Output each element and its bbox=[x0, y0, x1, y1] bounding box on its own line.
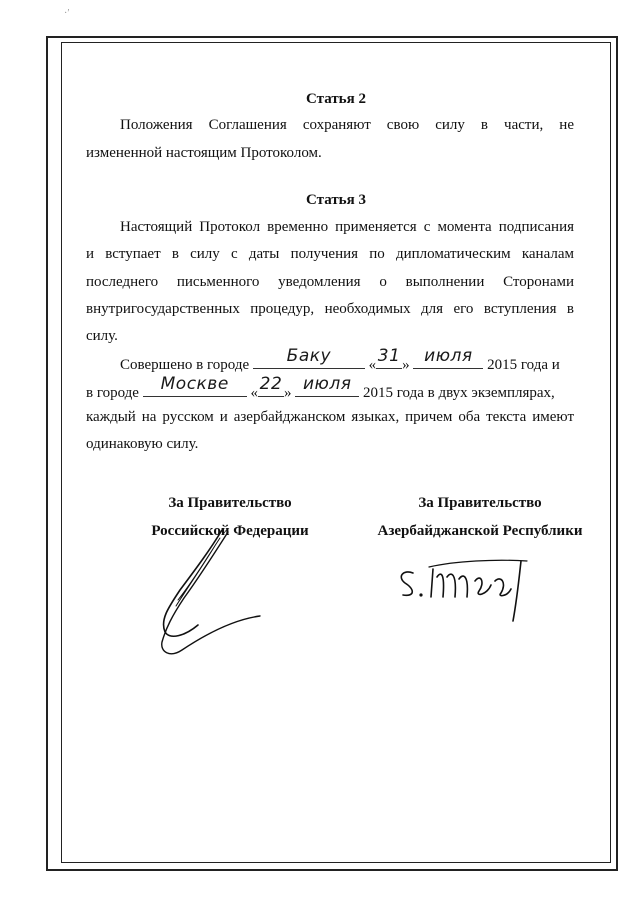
right-signature bbox=[395, 555, 555, 625]
done-line-1-prefix: Совершено в городе bbox=[120, 357, 250, 373]
right-signatory-title-1: За Правительство bbox=[418, 495, 542, 511]
city-2-handwritten: Москве bbox=[160, 374, 229, 394]
right-signatory-title-2: Азербайджанской Республики bbox=[377, 523, 583, 539]
article-2-title: Статья 2 bbox=[306, 91, 366, 107]
left-signatory-title-1: За Правительство bbox=[168, 495, 292, 511]
done-line-1-suffix: 2015 года и bbox=[487, 357, 560, 373]
day-2-blank bbox=[258, 374, 284, 397]
done-line-4: одинаковую силу. bbox=[86, 436, 199, 452]
scan-mark: ·′ bbox=[64, 8, 70, 19]
day-1-blank bbox=[376, 346, 402, 369]
article-3-line-3: последнего письменного уведомления о выполнении Сторонами bbox=[86, 274, 574, 290]
left-signatory-title-2: Российской Федерации bbox=[151, 523, 309, 539]
month-2-blank bbox=[295, 374, 359, 397]
article-3-line-2: и вступает в силу с даты получения по дипломатическим каналам bbox=[86, 246, 574, 262]
city-1-handwritten: Баку bbox=[286, 346, 332, 366]
done-line-1: Совершено в городе Баку « 31 » июля 2015 года и bbox=[120, 346, 560, 373]
done-line-3: каждый на русском и азербайджанском языках, причем оба текста имеют bbox=[86, 409, 574, 425]
article-3-title: Статья 3 bbox=[306, 192, 366, 208]
city-1-blank bbox=[253, 346, 365, 369]
article-3-line-5: силу. bbox=[86, 328, 118, 344]
article-3-line-4: внутригосударственных процедур, необходимых для его вступления в bbox=[86, 301, 574, 317]
day-2-handwritten: 22 bbox=[259, 374, 283, 394]
day-1-handwritten: 31 bbox=[377, 346, 401, 366]
done-line-2-suffix: 2015 года в двух экземплярах, bbox=[362, 385, 555, 401]
month-1-blank bbox=[413, 346, 483, 369]
done-line-2: в городе Москве « 22 » июля 2015 года в двух экземплярах, bbox=[86, 374, 555, 401]
month-1-handwritten: июля bbox=[424, 346, 473, 366]
article-2-line-1: Положения Соглашения сохраняют свою силу в части, не bbox=[120, 117, 574, 133]
done-line-2-prefix: в городе bbox=[86, 385, 139, 401]
city-2-blank bbox=[143, 374, 247, 397]
article-3-line-1: Настоящий Протокол временно применяется с момента подписания bbox=[120, 219, 574, 235]
article-2-line-2: измененной настоящим Протоколом. bbox=[86, 145, 322, 161]
left-signature bbox=[140, 520, 290, 670]
month-2-handwritten: июля bbox=[302, 374, 352, 394]
